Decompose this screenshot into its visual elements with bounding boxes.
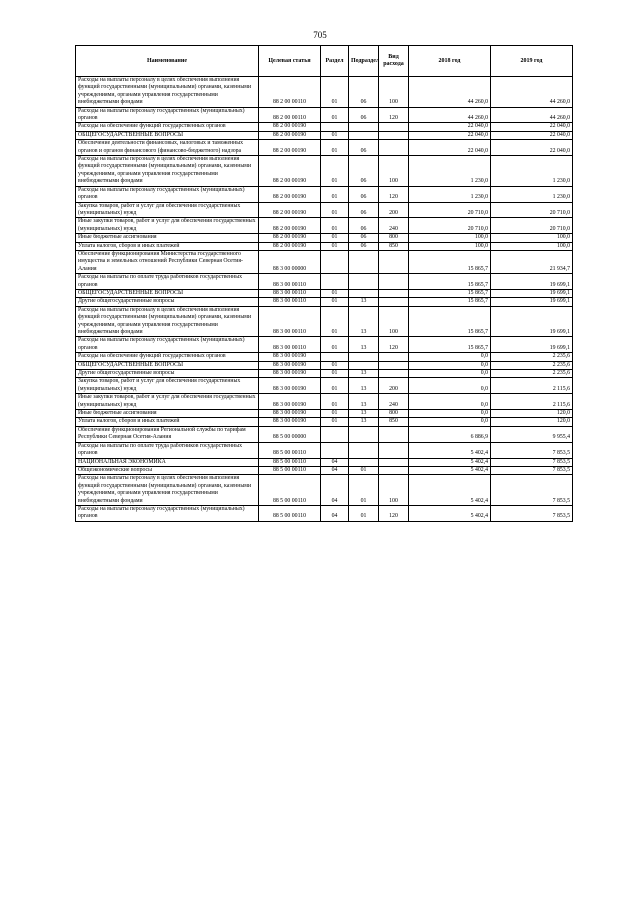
amount-2018-cell: 0,0 (409, 370, 491, 378)
row-name-cell: Расходы на выплаты персоналу в целях обеспечения выполнения функций государственными (муниципальными) органами, казенными учреждениями, органами управления государственными внебюджетными фондами (76, 306, 259, 337)
amount-2018-cell: 22 040,0 (409, 123, 491, 131)
subsection-cell: 13 (349, 394, 379, 410)
target-code-cell: 88 3 00 00000 (259, 250, 321, 273)
expense-kind-cell (379, 140, 409, 156)
amount-2018-cell: 15 865,7 (409, 298, 491, 306)
table-row (76, 442, 573, 458)
row-name-cell: Иные бюджетные ассигнования (76, 410, 259, 418)
amount-2019-cell: 44 260,0 (491, 77, 573, 108)
row-name-cell: Уплата налогов, сборов и иных платежей (76, 242, 259, 250)
table-row (76, 505, 573, 521)
expense-kind-cell (379, 353, 409, 361)
amount-2018-cell: 100,0 (409, 242, 491, 250)
section-cell: 01 (321, 218, 349, 234)
subsection-cell: 06 (349, 202, 379, 218)
amount-2018-cell: 0,0 (409, 418, 491, 426)
target-code-cell: 88 3 00 00110 (259, 274, 321, 290)
subsection-cell: 06 (349, 218, 379, 234)
header-target: Целевая статья (259, 46, 321, 77)
amount-2019-cell: 2 115,6 (491, 378, 573, 394)
expense-kind-cell: 100 (379, 77, 409, 108)
section-cell: 01 (321, 140, 349, 156)
table-row (76, 466, 573, 474)
section-cell (321, 442, 349, 458)
section-cell: 04 (321, 466, 349, 474)
header-2018: 2018 год (409, 46, 491, 77)
subsection-cell (349, 131, 379, 139)
header-row (76, 46, 573, 77)
amount-2019-cell: 7 853,5 (491, 442, 573, 458)
amount-2018-cell: 0,0 (409, 353, 491, 361)
expense-kind-cell: 240 (379, 218, 409, 234)
subsection-cell: 13 (349, 370, 379, 378)
table-row (76, 298, 573, 306)
amount-2018-cell: 5 402,4 (409, 475, 491, 506)
expense-kind-cell: 200 (379, 378, 409, 394)
table-row (76, 218, 573, 234)
amount-2018-cell: 22 040,0 (409, 140, 491, 156)
table-row (76, 131, 573, 139)
row-name-cell: Обеспечение функционирования Министерства государственного имущества и земельных отношений Республики Северная Осетия-Алания (76, 250, 259, 273)
subsection-cell (349, 426, 379, 442)
table-row (76, 123, 573, 131)
target-code-cell: 88 2 00 00190 (259, 123, 321, 131)
section-cell: 01 (321, 370, 349, 378)
section-cell (321, 274, 349, 290)
target-code-cell: 88 2 00 00110 (259, 107, 321, 123)
amount-2018-cell: 0,0 (409, 361, 491, 369)
expense-kind-cell: 850 (379, 418, 409, 426)
expense-kind-cell (379, 123, 409, 131)
subsection-cell: 06 (349, 140, 379, 156)
table-row (76, 410, 573, 418)
target-code-cell: 88 5 00 00110 (259, 466, 321, 474)
section-cell: 01 (321, 234, 349, 242)
section-cell: 01 (321, 378, 349, 394)
subsection-cell (349, 458, 379, 466)
amount-2019-cell: 7 853,5 (491, 466, 573, 474)
table-row (76, 394, 573, 410)
section-cell: 01 (321, 289, 349, 297)
subsection-cell: 13 (349, 306, 379, 337)
table-row (76, 418, 573, 426)
table-row (76, 458, 573, 466)
row-name-cell: Расходы на обеспечение функций государственных органов (76, 353, 259, 361)
section-cell: 01 (321, 337, 349, 353)
amount-2019-cell: 7 853,5 (491, 505, 573, 521)
expense-kind-cell (379, 361, 409, 369)
section-cell (321, 353, 349, 361)
row-name-cell: ОБЩЕГОСУДАРСТВЕННЫЕ ВОПРОСЫ (76, 289, 259, 297)
expense-kind-cell (379, 370, 409, 378)
section-cell: 01 (321, 202, 349, 218)
amount-2019-cell: 2 235,6 (491, 370, 573, 378)
expense-kind-cell (379, 250, 409, 273)
amount-2019-cell: 22 040,0 (491, 123, 573, 131)
amount-2019-cell: 19 699,1 (491, 298, 573, 306)
amount-2019-cell: 9 955,4 (491, 426, 573, 442)
row-name-cell: НАЦИОНАЛЬНАЯ ЭКОНОМИКА (76, 458, 259, 466)
row-name-cell: Расходы на выплаты по оплате труда работников государственных органов (76, 442, 259, 458)
expense-kind-cell: 120 (379, 337, 409, 353)
amount-2019-cell: 21 934,7 (491, 250, 573, 273)
expense-kind-cell (379, 298, 409, 306)
amount-2018-cell: 44 260,0 (409, 77, 491, 108)
table-row (76, 353, 573, 361)
target-code-cell: 88 3 00 00110 (259, 337, 321, 353)
target-code-cell: 88 5 00 00110 (259, 442, 321, 458)
expense-kind-cell (379, 426, 409, 442)
amount-2019-cell: 19 699,1 (491, 337, 573, 353)
subsection-cell (349, 361, 379, 369)
amount-2019-cell: 22 040,0 (491, 140, 573, 156)
row-name-cell: Расходы на выплаты персоналу в целях обеспечения выполнения функций государственными (муниципальными) органами, казенными учреждениями, органами управления государственными внебюджетными фондами (76, 77, 259, 108)
section-cell: 01 (321, 242, 349, 250)
row-name-cell: ОБЩЕГОСУДАРСТВЕННЫЕ ВОПРОСЫ (76, 361, 259, 369)
subsection-cell (349, 289, 379, 297)
subsection-cell: 06 (349, 234, 379, 242)
table-row (76, 426, 573, 442)
table-row (76, 378, 573, 394)
subsection-cell: 13 (349, 337, 379, 353)
target-code-cell: 88 2 00 00190 (259, 202, 321, 218)
header-section: Раздел (321, 46, 349, 77)
row-name-cell: Расходы на выплаты персоналу государственных (муниципальных) органов (76, 107, 259, 123)
section-cell (321, 123, 349, 131)
expense-kind-cell: 100 (379, 475, 409, 506)
expense-kind-cell (379, 442, 409, 458)
section-cell: 01 (321, 77, 349, 108)
row-name-cell: Расходы на выплаты персоналу государственных (муниципальных) органов (76, 505, 259, 521)
target-code-cell: 88 3 00 00110 (259, 298, 321, 306)
target-code-cell: 88 3 00 00190 (259, 370, 321, 378)
subsection-cell: 06 (349, 242, 379, 250)
section-cell: 01 (321, 306, 349, 337)
target-code-cell: 88 3 00 00190 (259, 410, 321, 418)
row-name-cell: Закупка товаров, работ и услуг для обеспечения государственных (муниципальных) нужд (76, 202, 259, 218)
amount-2018-cell: 0,0 (409, 378, 491, 394)
amount-2019-cell: 1 230,0 (491, 186, 573, 202)
row-name-cell: ОБЩЕГОСУДАРСТВЕННЫЕ ВОПРОСЫ (76, 131, 259, 139)
amount-2019-cell: 20 710,0 (491, 218, 573, 234)
target-code-cell: 88 3 00 00190 (259, 353, 321, 361)
amount-2018-cell: 6 886,9 (409, 426, 491, 442)
amount-2018-cell: 0,0 (409, 410, 491, 418)
target-code-cell: 88 5 00 00000 (259, 426, 321, 442)
amount-2018-cell: 15 865,7 (409, 274, 491, 290)
amount-2019-cell: 19 699,1 (491, 289, 573, 297)
amount-2019-cell: 7 853,5 (491, 458, 573, 466)
section-cell: 01 (321, 418, 349, 426)
row-name-cell: Другие общегосударственные вопросы (76, 370, 259, 378)
section-cell: 04 (321, 458, 349, 466)
expense-kind-cell (379, 131, 409, 139)
row-name-cell: Общеэкономические вопросы (76, 466, 259, 474)
expense-kind-cell: 200 (379, 202, 409, 218)
section-cell: 01 (321, 410, 349, 418)
table-row (76, 186, 573, 202)
section-cell: 01 (321, 131, 349, 139)
expense-kind-cell: 120 (379, 505, 409, 521)
target-code-cell: 88 5 00 00110 (259, 505, 321, 521)
table-row (76, 242, 573, 250)
subsection-cell: 06 (349, 77, 379, 108)
table-row (76, 337, 573, 353)
target-code-cell: 88 2 00 00190 (259, 242, 321, 250)
table-row (76, 140, 573, 156)
target-code-cell: 88 3 00 00190 (259, 378, 321, 394)
amount-2019-cell: 2 235,6 (491, 361, 573, 369)
amount-2019-cell: 1 230,0 (491, 156, 573, 187)
subsection-cell: 01 (349, 505, 379, 521)
header-name: Наименование (76, 46, 259, 77)
expense-kind-cell: 240 (379, 394, 409, 410)
subsection-cell: 13 (349, 298, 379, 306)
expense-kind-cell (379, 458, 409, 466)
target-code-cell: 88 2 00 00190 (259, 218, 321, 234)
target-code-cell: 88 2 00 00190 (259, 186, 321, 202)
page-number: 705 (313, 30, 327, 40)
section-cell (321, 426, 349, 442)
amount-2019-cell: 20 710,0 (491, 202, 573, 218)
subsection-cell (349, 123, 379, 131)
subsection-cell (349, 353, 379, 361)
table-row (76, 289, 573, 297)
section-cell: 01 (321, 156, 349, 187)
amount-2019-cell: 100,0 (491, 234, 573, 242)
section-cell (321, 250, 349, 273)
target-code-cell: 88 2 00 00190 (259, 131, 321, 139)
target-code-cell: 88 5 00 00110 (259, 458, 321, 466)
subsection-cell: 13 (349, 378, 379, 394)
amount-2019-cell: 120,0 (491, 418, 573, 426)
amount-2018-cell: 5 402,4 (409, 442, 491, 458)
amount-2018-cell: 1 230,0 (409, 186, 491, 202)
target-code-cell: 88 3 00 00110 (259, 306, 321, 337)
section-cell: 04 (321, 475, 349, 506)
expense-kind-cell: 120 (379, 107, 409, 123)
header-subsection: Подраздел (349, 46, 379, 77)
expense-kind-cell (379, 466, 409, 474)
section-cell: 01 (321, 361, 349, 369)
row-name-cell: Иные бюджетные ассигнования (76, 234, 259, 242)
amount-2018-cell: 100,0 (409, 234, 491, 242)
subsection-cell: 13 (349, 418, 379, 426)
amount-2018-cell: 44 260,0 (409, 107, 491, 123)
subsection-cell: 01 (349, 466, 379, 474)
table-row (76, 156, 573, 187)
subsection-cell (349, 274, 379, 290)
table-row (76, 234, 573, 242)
row-name-cell: Закупка товаров, работ и услуг для обеспечения государственных (муниципальных) нужд (76, 378, 259, 394)
table-row (76, 250, 573, 273)
row-name-cell: Расходы на выплаты персоналу государственных (муниципальных) органов (76, 186, 259, 202)
section-cell: 01 (321, 186, 349, 202)
amount-2018-cell: 22 040,0 (409, 131, 491, 139)
expense-kind-cell: 800 (379, 234, 409, 242)
table-row (76, 107, 573, 123)
section-cell: 01 (321, 394, 349, 410)
row-name-cell: Обеспечение функционирования Региональной службы по тарифам Республики Северная Осетия-Алания (76, 426, 259, 442)
amount-2018-cell: 20 710,0 (409, 218, 491, 234)
amount-2018-cell: 15 865,7 (409, 250, 491, 273)
table-row (76, 361, 573, 369)
table-row (76, 370, 573, 378)
subsection-cell (349, 442, 379, 458)
amount-2019-cell: 7 853,5 (491, 475, 573, 506)
section-cell: 01 (321, 298, 349, 306)
expense-kind-cell (379, 289, 409, 297)
table-row (76, 306, 573, 337)
table-row (76, 475, 573, 506)
header-2019: 2019 год (491, 46, 573, 77)
target-code-cell: 88 2 00 00190 (259, 156, 321, 187)
header-kind: Вид расхода (379, 46, 409, 77)
amount-2018-cell: 5 402,4 (409, 505, 491, 521)
amount-2019-cell: 100,0 (491, 242, 573, 250)
amount-2018-cell: 15 865,7 (409, 337, 491, 353)
target-code-cell: 88 3 00 00190 (259, 418, 321, 426)
row-name-cell: Иные закупки товаров, работ и услуг для обеспечения государственных (муниципальных) нужд (76, 394, 259, 410)
row-name-cell: Уплата налогов, сборов и иных платежей (76, 418, 259, 426)
subsection-cell: 06 (349, 186, 379, 202)
table-row (76, 274, 573, 290)
amount-2019-cell: 22 040,0 (491, 131, 573, 139)
amount-2019-cell: 2 235,6 (491, 353, 573, 361)
target-code-cell: 88 3 00 00190 (259, 361, 321, 369)
section-cell: 01 (321, 107, 349, 123)
amount-2019-cell: 44 260,0 (491, 107, 573, 123)
row-name-cell: Расходы на выплаты по оплате труда работников государственных органов (76, 274, 259, 290)
row-name-cell: Расходы на выплаты персоналу государственных (муниципальных) органов (76, 337, 259, 353)
amount-2019-cell: 120,0 (491, 410, 573, 418)
amount-2019-cell: 19 699,1 (491, 306, 573, 337)
target-code-cell: 88 3 00 00110 (259, 289, 321, 297)
table-row (76, 202, 573, 218)
row-name-cell: Обеспечение деятельности финансовых, налоговых и таможенных органов и органов финансового (финансово-бюджетного) надзора (76, 140, 259, 156)
amount-2018-cell: 1 230,0 (409, 156, 491, 187)
expense-kind-cell: 100 (379, 306, 409, 337)
amount-2018-cell: 5 402,4 (409, 458, 491, 466)
expense-kind-cell (379, 274, 409, 290)
subsection-cell: 06 (349, 107, 379, 123)
amount-2019-cell: 2 115,6 (491, 394, 573, 410)
section-cell: 04 (321, 505, 349, 521)
target-code-cell: 88 5 00 00110 (259, 475, 321, 506)
subsection-cell: 01 (349, 475, 379, 506)
row-name-cell: Расходы на обеспечение функций государственных органов (76, 123, 259, 131)
target-code-cell: 88 2 00 00190 (259, 234, 321, 242)
expense-kind-cell: 850 (379, 242, 409, 250)
budget-table (75, 45, 573, 522)
subsection-cell (349, 250, 379, 273)
target-code-cell: 88 2 00 00110 (259, 77, 321, 108)
row-name-cell: Расходы на выплаты персоналу в целях обеспечения выполнения функций государственными (муниципальными) органами, казенными учреждениями, органами управления государственными внебюджетными фондами (76, 156, 259, 187)
expense-kind-cell: 800 (379, 410, 409, 418)
expense-kind-cell: 120 (379, 186, 409, 202)
amount-2018-cell: 15 865,7 (409, 289, 491, 297)
target-code-cell: 88 3 00 00190 (259, 394, 321, 410)
amount-2018-cell: 15 865,7 (409, 306, 491, 337)
amount-2019-cell: 19 699,1 (491, 274, 573, 290)
amount-2018-cell: 20 710,0 (409, 202, 491, 218)
table-row (76, 77, 573, 108)
subsection-cell: 13 (349, 410, 379, 418)
row-name-cell: Другие общегосударственные вопросы (76, 298, 259, 306)
target-code-cell: 88 2 00 00190 (259, 140, 321, 156)
expense-kind-cell: 100 (379, 156, 409, 187)
row-name-cell: Расходы на выплаты персоналу в целях обеспечения выполнения функций государственными (муниципальными) органами, казенными учреждениями, органами управления государственными внебюджетными фондами (76, 475, 259, 506)
subsection-cell: 06 (349, 156, 379, 187)
amount-2018-cell: 5 402,4 (409, 466, 491, 474)
amount-2018-cell: 0,0 (409, 394, 491, 410)
row-name-cell: Иные закупки товаров, работ и услуг для обеспечения государственных (муниципальных) нужд (76, 218, 259, 234)
